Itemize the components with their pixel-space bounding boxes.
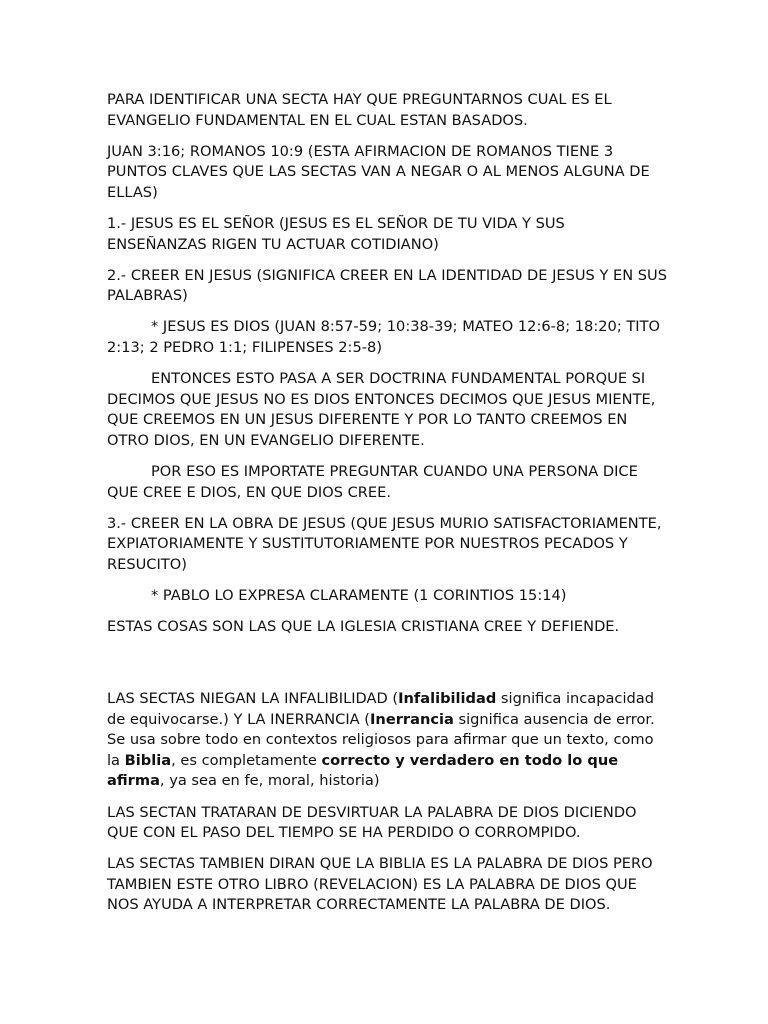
bold-term-infalibilidad: Infalibilidad (398, 690, 497, 708)
paragraph-iglesia: ESTAS COSAS SON LAS QUE LA IGLESIA CRISTIANA CREE Y DEFIENDE. (107, 617, 620, 635)
paragraph-point-1: 1.- JESUS ES EL SEÑOR (JESUS ES EL SEÑOR DE TU VIDA Y SUS ENSEÑANZAS RIGEN TU ACTUAR COTIDIANO) (107, 214, 565, 253)
paragraph-doctrina: ENTONCES ESTO PASA A SER DOCTRINA FUNDAMENTAL PORQUE SI DECIMOS QUE JESUS NO ES DIOS ENTONCES DECIMOS QUE JESUS MIENTE, QUE CREEMOS EN UN JESUS DIFERENTE Y POR LO TANTO CREEMOS EN OTRO DIOS, EN UN EVANGELIO DIFERENTE. (107, 370, 656, 449)
text-segment: significa ausencia de error. Se usa sobre todo en contextos religiosos para afirmar que un texto, como la (107, 710, 655, 769)
paragraph-intro: PARA IDENTIFICAR UNA SECTA HAY QUE PREGUNTARNOS CUAL ES EL EVANGELIO FUNDAMENTAL EN EL CUAL ESTAN BASADOS. (107, 91, 612, 129)
bold-phrase-correcto: correcto y verdadero en todo lo que afirma (107, 751, 619, 790)
text-segment: significa incapacidad de equivocarse.) Y LA INERRANCIA ( (107, 690, 654, 728)
text-segment: , es completamente (171, 751, 322, 769)
paragraph-point-3: 3.- CREER EN LA OBRA DE JESUS (QUE JESUS MURIO SATISFACTORIAMENTE, EXPIATORIAMENTE Y SUSTITUTORIAMENTE POR NUESTROS PECADOS Y RESUCITO) (107, 514, 662, 573)
blank-gap (107, 648, 667, 689)
text-segment: , ya sea en fe, moral, historia) (159, 772, 380, 790)
paragraph-verses: JUAN 3:16; ROMANOS 10:9 (ESTA AFIRMACION DE ROMANOS TIENE 3 PUNTOS CLAVES QUE LAS SECTAS VAN A NEGAR O AL MENOS ALGUNA DE ELLAS) (107, 142, 650, 201)
paragraph-pablo: * PABLO LO EXPRESA CLARAMENTE (1 CORINTIOS 15:14) (151, 586, 567, 604)
text-segment: LAS SECTAS NIEGAN LA INFALIBILIDAD ( (107, 690, 399, 708)
bold-term-inerrancia: Inerrancia (370, 710, 454, 728)
bold-term-biblia: Biblia (124, 751, 172, 769)
paragraph-otro-libro: LAS SECTAS TAMBIEN DIRAN QUE LA BIBLIA ES LA PALABRA DE DIOS PERO TAMBIEN ESTE OTRO LIBRO (REVELACION) ES LA PALABRA DE DIOS QUE NOS AYUDA A INTERPRETAR CORRECTAMENTE LA PALABRA DE DIOS. (107, 855, 653, 914)
paragraph-jesus-es-dios: * JESUS ES DIOS (JUAN 8:57-59; 10:38-39; MATEO 12:6-8; 18:20; TITO 2:13; 2 PEDRO 1:1; FILIPENSES 2:5-8) (107, 318, 661, 356)
paragraph-point-2: 2.- CREER EN JESUS (SIGNIFICA CREER EN LA IDENTIDAD DE JESUS Y EN SUS PALABRAS) (107, 266, 667, 305)
document-page (107, 90, 667, 927)
paragraph-desvirtuar: LAS SECTAN TRATARAN DE DESVIRTUAR LA PALABRA DE DIOS DICIENDO QUE CON EL PASO DEL TIEMPO SE HA PERDIDO O CORROMPIDO. (107, 803, 637, 842)
paragraph-infalibilidad (107, 689, 667, 792)
paragraph-preguntar: POR ESO ES IMPORTATE PREGUNTAR CUANDO UNA PERSONA DICE QUE CREE E DIOS, EN QUE DIOS CREE. (107, 462, 638, 501)
